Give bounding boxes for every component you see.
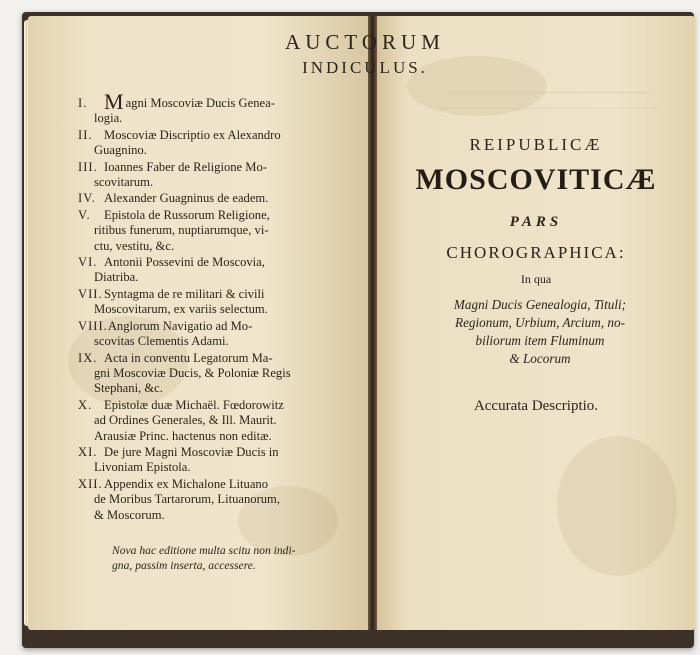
toc-text: logia. (94, 111, 123, 126)
toc-text: Moscoviæ Discriptio ex Alexandro (104, 127, 281, 142)
toc-item (78, 128, 366, 159)
toc-text: Livoniam Epistola. (94, 460, 191, 475)
drop-cap: M (104, 89, 124, 114)
toc-number: VIII. (78, 318, 108, 333)
description-line: Regionum, Urbium, Arcium, no- (455, 315, 625, 330)
title-line-pars: PARS (509, 214, 563, 230)
toc-number: V. (78, 207, 91, 222)
toc-text: agni Moscoviæ Ducis Genea- (125, 96, 275, 110)
edition-note-line: Nova hac editione multa scitu non indi- (112, 544, 296, 557)
description-line: & Locorum (509, 351, 571, 366)
title-description (395, 296, 685, 368)
toc-text: Epistolæ duæ Michaël. Fœdorowitz (104, 397, 284, 412)
toc-item (78, 445, 366, 476)
description-line: Magni Ducis Genealogia, Tituli; (453, 297, 627, 312)
toc-text: Antonii Possevini de Moscovia, (104, 255, 265, 270)
toc-text: de Moribus Tartarorum, Lituanorum, (94, 492, 281, 507)
toc-text: ctu, vestitu, &c. (94, 238, 175, 253)
table-of-contents (78, 89, 366, 524)
toc-item (78, 208, 366, 254)
title-line-in-qua: In qua (520, 272, 552, 286)
book-gutter (368, 16, 377, 630)
toc-text: Diatriba. (94, 270, 139, 285)
title-line-chorographica: CHOROGRAPHICA: (446, 243, 626, 262)
toc-text: Ioannes Faber de Religione Mo- (104, 159, 267, 174)
toc-text: Alexander Guagninus de eadem. (104, 191, 269, 206)
title-line-moscoviticae: MOSCOVITICÆ (415, 163, 657, 196)
toc-text: Acta in conventu Legatorum Ma- (104, 350, 273, 365)
title-line-reipublicae: REIPUBLICÆ (469, 135, 603, 154)
edition-note-line: gna, passim inserta, accessere. (112, 559, 256, 572)
bleed-through (440, 108, 660, 119)
toc-text: Epistola de Russorum Religione, (104, 207, 270, 222)
toc-item (78, 398, 366, 444)
toc-number: VII. (78, 286, 103, 301)
index-subtitle: INDICULUS. (302, 58, 428, 77)
toc-number: IX. (78, 350, 98, 365)
toc-text: Appendix ex Michalone Lituano (104, 476, 269, 491)
toc-item (78, 255, 366, 286)
toc-text: De jure Magni Moscoviæ Ducis in (104, 444, 279, 459)
toc-item (78, 477, 366, 523)
toc-text: Arausiæ Princ. hactenus non editæ. (94, 428, 272, 443)
toc-number: X. (78, 397, 93, 412)
toc-item (78, 319, 366, 350)
toc-item (78, 287, 366, 318)
toc-text: scovitarum. (94, 175, 154, 190)
toc-text: Guagnino. (94, 143, 147, 158)
title-line-accurata: Accurata Descriptio. (473, 398, 599, 414)
toc-item (78, 351, 366, 397)
toc-item (78, 191, 366, 206)
toc-number: II. (78, 127, 93, 142)
toc-text: Stephani, &c. (94, 381, 163, 396)
toc-item (78, 89, 366, 127)
toc-text: Anglorum Navigatio ad Mo- (107, 318, 253, 333)
edition-note (112, 543, 342, 573)
toc-text: ritibus funerum, nuptiarumque, vi- (94, 223, 269, 238)
toc-text: & Moscorum. (94, 507, 165, 522)
toc-number: VI. (78, 255, 98, 270)
index-title: AUCTORUM (285, 30, 445, 54)
toc-number: I. (78, 96, 88, 110)
toc-number: XI. (78, 444, 98, 459)
toc-number: III. (78, 159, 98, 174)
toc-text: Syntagma de re militari & civili (104, 286, 265, 301)
toc-text: gni Moscoviæ Ducis, & Poloniæ Regis (94, 365, 291, 380)
toc-number: XII. (78, 476, 103, 491)
toc-text: ad Ordines Generales, & Ill. Maurit. (94, 413, 277, 428)
description-line: biliorum item Fluminum (475, 333, 605, 348)
toc-text: scovitas Clementis Adami. (94, 334, 229, 349)
toc-text: Moscovitarum, ex variis selectum. (94, 302, 268, 317)
toc-number: IV. (78, 191, 96, 206)
bleed-through (450, 92, 650, 103)
toc-item (78, 160, 366, 191)
paper-stain (557, 436, 677, 576)
